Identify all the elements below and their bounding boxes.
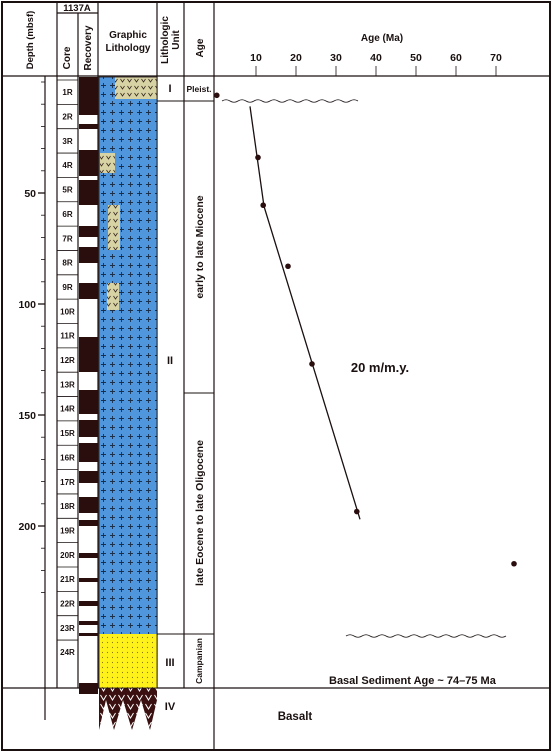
basal-sediment-age-label: Basal Sediment Age ~ 74–75 Ma xyxy=(329,675,496,687)
core-label: 3R xyxy=(62,136,73,146)
lithology-ash-layer xyxy=(100,153,115,173)
age-axis-title: Age (Ma) xyxy=(360,33,404,44)
recovered-interval xyxy=(79,497,98,513)
recovered-interval xyxy=(79,77,98,115)
age-depth-point xyxy=(511,561,517,567)
recovered-interval xyxy=(79,180,98,205)
core-label: 5R xyxy=(62,185,73,195)
recovery-header: Recovery xyxy=(83,25,94,71)
core-label: 20R xyxy=(60,550,75,560)
age-tick-label: 60 xyxy=(450,52,462,64)
unit-IV-label: IV xyxy=(164,701,176,713)
core-label: 14R xyxy=(60,404,75,414)
lithology-ash-layer xyxy=(115,77,157,99)
age-campanian: Campanian xyxy=(194,638,204,684)
recovered-interval xyxy=(79,520,98,526)
lithologic-unit-header-2: Unit xyxy=(171,30,182,50)
age-tick-label: 70 xyxy=(490,52,502,64)
core-label: 13R xyxy=(60,380,75,390)
core-label: 17R xyxy=(60,477,75,487)
graphic-lithology-header-2: Lithology xyxy=(105,43,151,54)
recovered-interval xyxy=(79,578,98,582)
age-depth-point xyxy=(309,361,315,367)
core-label: 16R xyxy=(60,453,75,463)
age-tick-label: 40 xyxy=(370,52,382,64)
core-header: Core xyxy=(62,46,73,70)
lithology-campanian-sediment xyxy=(99,634,157,688)
unit-III-label: III xyxy=(165,657,175,669)
recovered-interval xyxy=(79,633,98,636)
recovered-interval xyxy=(79,471,98,483)
core-label: 22R xyxy=(60,599,75,609)
depth-tick-label: 50 xyxy=(24,188,36,200)
lithology-ash-layer xyxy=(107,283,119,310)
unit-I-label: I xyxy=(168,83,172,95)
age-tick-label: 30 xyxy=(330,52,342,64)
core-label: 10R xyxy=(60,307,75,317)
core-label: 4R xyxy=(62,161,73,171)
core-label: 12R xyxy=(60,356,75,366)
recovered-interval xyxy=(79,443,98,462)
recovered-interval xyxy=(79,553,98,558)
age-pleistocene: Pleist. xyxy=(186,84,212,94)
age-depth-point xyxy=(285,263,291,269)
recovered-interval xyxy=(79,283,98,299)
age-depth-point xyxy=(214,93,220,99)
core-label: 1R xyxy=(62,88,73,98)
age-depth-point xyxy=(354,509,360,515)
recovered-interval xyxy=(79,226,98,237)
sedimentation-rate-label: 20 m/m.y. xyxy=(350,360,410,375)
core-label: 19R xyxy=(60,526,75,536)
age-header: Age xyxy=(195,38,206,58)
core-label: 15R xyxy=(60,429,75,439)
depth-axis-label: Depth (mbsf) xyxy=(25,10,36,70)
depth-tick-label: 100 xyxy=(18,299,36,311)
age-tick-label: 20 xyxy=(290,52,302,64)
core-label: 23R xyxy=(60,623,75,633)
recovered-interval xyxy=(79,390,98,414)
graphic-lithology xyxy=(99,77,157,730)
recovered-interval xyxy=(79,683,98,694)
core-label: 7R xyxy=(62,234,73,244)
core-label: 9R xyxy=(62,282,73,292)
core-label: 11R xyxy=(60,331,75,341)
age-tick-label: 10 xyxy=(250,52,262,64)
core-label: 8R xyxy=(62,258,73,268)
unit-II-label: II xyxy=(166,355,174,367)
age-eocene-oligocene: late Eocene to late Oligocene xyxy=(194,440,206,586)
recovered-interval xyxy=(79,150,98,176)
depth-tick-label: 200 xyxy=(18,521,36,533)
recovered-interval xyxy=(79,601,98,606)
core-label: 18R xyxy=(60,502,75,512)
core-label: 21R xyxy=(60,575,75,585)
recovered-interval xyxy=(79,420,98,437)
lithologic-unit-header-1: Lithologic xyxy=(160,16,171,64)
core-label: 2R xyxy=(62,112,73,122)
recovered-interval xyxy=(79,247,98,263)
recovered-interval xyxy=(79,337,98,372)
recovered-interval xyxy=(79,621,98,625)
hole-label: 1137A xyxy=(63,3,91,14)
lithology-ash-layer xyxy=(108,205,120,250)
recovered-interval xyxy=(79,124,98,129)
age-miocene: early to late Miocene xyxy=(194,195,206,299)
age-tick-label: 50 xyxy=(410,52,422,64)
basalt-label: Basalt xyxy=(277,711,313,723)
core-label: 24R xyxy=(60,648,75,658)
age-depth-point xyxy=(255,155,261,161)
depth-tick-label: 150 xyxy=(18,410,36,422)
graphic-lithology-header-1: Graphic xyxy=(109,30,147,41)
core-label: 6R xyxy=(62,209,73,219)
age-depth-point xyxy=(260,202,266,208)
